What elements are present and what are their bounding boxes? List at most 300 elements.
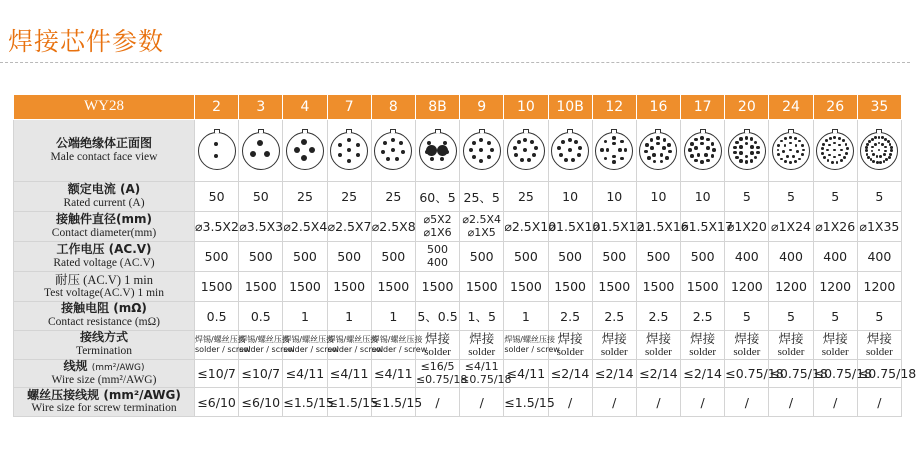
model-cell: 3 (239, 95, 283, 120)
contact-pin-icon (694, 159, 698, 163)
value-cell (636, 331, 680, 360)
termination-en: solder (645, 345, 672, 358)
value-text: 500 (646, 249, 671, 264)
value-cell (813, 331, 857, 360)
contact-pin-icon (840, 159, 843, 162)
contact-pin-icon (338, 143, 342, 147)
contact-pin-icon (789, 136, 792, 139)
contact-pin-icon (644, 150, 648, 154)
contact-pin-icon (739, 159, 743, 163)
value-cell (195, 302, 239, 331)
key-notch-icon (302, 129, 308, 133)
value-text: 50 (208, 189, 225, 204)
value-text: 1500 (200, 279, 233, 294)
value-text: ≤1.5/15 (371, 394, 423, 410)
model-cell: 12 (592, 95, 636, 120)
contact-pin-icon (838, 154, 841, 157)
value-text: ⌀1.5X10 (548, 219, 601, 234)
termination-cn: 焊锡/螺丝压接 (195, 335, 246, 344)
key-notch-icon (876, 129, 882, 133)
termination-text (460, 332, 503, 358)
contact-pin-icon (866, 143, 869, 146)
value-cell (415, 212, 459, 242)
connector-face-icon (198, 132, 236, 170)
contact-pin-icon (704, 153, 708, 157)
connector-face-icon (684, 132, 722, 170)
value-cell (813, 302, 857, 331)
termination-cn: 焊锡/螺丝压接 (504, 335, 556, 344)
value-text: 500 (293, 249, 317, 264)
value-text: 10 (650, 189, 667, 204)
title-divider (0, 62, 910, 63)
contact-pin-icon (490, 148, 494, 152)
termination-text (725, 332, 768, 358)
termination-cn: 焊接 (866, 331, 892, 347)
termination-text (681, 332, 724, 358)
value-text: / (656, 394, 661, 410)
value-line: 400 (427, 255, 449, 269)
value-text: ⌀2.5X4 (283, 219, 328, 234)
contact-pin-icon (756, 151, 760, 155)
contact-pin-icon (711, 142, 715, 146)
value-cell (857, 331, 901, 360)
value-cell (371, 182, 415, 212)
face-view-cell (681, 120, 725, 182)
value-cell (460, 360, 512, 388)
key-notch-icon (788, 129, 794, 133)
contact-pin-icon (688, 148, 692, 152)
value-text: ≤0.75/18 (769, 366, 828, 381)
value-text: 1500 (598, 279, 631, 294)
value-line: 500 (427, 243, 449, 257)
connector-face-icon (860, 132, 898, 170)
contact-pin-icon (874, 143, 877, 146)
contact-pin-icon (309, 147, 315, 153)
row-label-cn: 公端绝缘体正面图 (55, 135, 152, 150)
value-cell (371, 388, 423, 417)
value-cell (460, 212, 504, 242)
termination-en: solder / screw (239, 345, 295, 354)
value-text: 5 (875, 189, 884, 204)
contact-pin-icon (739, 151, 743, 155)
value-cell (327, 388, 379, 417)
value-cell (681, 272, 725, 302)
value-cell (460, 182, 504, 212)
connector-face-icon (816, 132, 854, 170)
key-notch-icon (479, 129, 485, 133)
contact-diameter-row (14, 212, 902, 242)
contact-pin-icon (532, 153, 536, 157)
contact-pin-icon (745, 160, 749, 164)
connector-face-icon (639, 132, 677, 170)
value-cell (636, 182, 680, 212)
contact-pin-icon (865, 146, 868, 149)
termination-en: solder / screw (195, 345, 251, 354)
face-view-cell (725, 120, 769, 182)
value-text: ≤4/11 (506, 366, 546, 381)
contact-pin-icon (777, 144, 780, 147)
contact-pin-icon (690, 142, 694, 146)
connector-face-icon (374, 132, 412, 170)
contact-pin-icon (735, 141, 739, 145)
value-text: ⌀1.5X17 (681, 219, 733, 234)
contact-pin-icon (214, 142, 218, 146)
contact-pin-icon (656, 142, 660, 146)
contact-pin-icon (668, 150, 672, 154)
value-cell (239, 242, 283, 272)
model-cell: 10B (548, 95, 592, 120)
contact-pin-icon (821, 152, 824, 155)
value-text: 50 (252, 189, 269, 204)
value-cell (725, 272, 769, 302)
value-text: ≤1.5/15 (283, 394, 334, 410)
value-cell (283, 182, 327, 212)
contact-pin-icon (792, 155, 795, 158)
contact-pin-icon (782, 150, 785, 153)
contact-pin-icon (381, 150, 385, 154)
contact-pin-icon (831, 161, 834, 164)
value-cell (548, 360, 592, 388)
contact-pin-icon (606, 148, 610, 152)
face-view-cell (769, 120, 813, 182)
value-cell (769, 302, 813, 331)
value-cell (283, 302, 327, 331)
termination-en: solder / screw (504, 345, 560, 354)
contact-pin-icon (784, 144, 787, 147)
contact-pin-icon (517, 140, 521, 144)
contact-pin-icon (888, 156, 891, 159)
row-label (14, 272, 195, 302)
value-line: ⌀2.5X4 (462, 213, 502, 227)
value-cell (681, 182, 725, 212)
contact-pin-icon (624, 148, 628, 152)
value-text: ⌀3.5X2 (195, 219, 239, 234)
contact-pin-icon (347, 159, 351, 163)
contact-pin-icon (620, 157, 624, 161)
model-cell: 24 (769, 95, 813, 120)
value-cell (415, 302, 459, 331)
value-cell (195, 212, 239, 242)
contact-pin-icon (523, 148, 527, 152)
value-cell (327, 302, 371, 331)
contact-pin-icon (842, 139, 845, 142)
connector-face-icon (242, 132, 280, 170)
value-cell (239, 302, 283, 331)
contact-pin-icon (745, 155, 749, 159)
value-cell (327, 360, 371, 388)
value-cell (636, 272, 680, 302)
value-text: ≤10/7 (197, 366, 236, 381)
termination-en: solder (821, 345, 849, 358)
contact-pin-icon (794, 137, 797, 140)
contact-pin-icon (347, 148, 351, 152)
contact-resistance-row (14, 302, 902, 331)
row-label-en: Termination (75, 345, 133, 358)
value-cell (592, 360, 636, 388)
value-text: ⌀1X20 (726, 219, 767, 234)
key-notch-icon (523, 129, 529, 133)
termination-en: solder (556, 345, 584, 358)
contact-pin-icon (794, 160, 797, 163)
contact-pin-icon (789, 142, 792, 145)
termination-en: solder (733, 345, 761, 358)
value-cell (460, 388, 504, 417)
value-text: 25 (341, 189, 358, 204)
value-cell (504, 182, 548, 212)
model-header-row (14, 95, 902, 120)
value-text: / (612, 394, 617, 410)
contact-pin-icon (391, 138, 395, 142)
value-cell (813, 182, 857, 212)
value-cell (371, 212, 415, 242)
value-line: ≤0.75/18 (415, 372, 468, 386)
row-label (14, 242, 195, 272)
contact-pin-icon (660, 160, 664, 164)
value-text: 5 (831, 189, 840, 204)
row-label (14, 331, 195, 360)
value-text: ≤0.75/18 (857, 366, 916, 381)
contact-pin-icon (883, 160, 886, 163)
value-text: 10 (694, 189, 711, 204)
contact-pin-icon (620, 140, 624, 144)
value-cell (327, 272, 371, 302)
row-label (14, 302, 195, 331)
contact-pin-icon (745, 136, 749, 140)
contact-pin-icon (871, 146, 874, 149)
termination-en: solder (468, 345, 496, 358)
contact-pin-icon (557, 146, 561, 150)
value-text: 500 (558, 249, 583, 264)
value-cell (371, 302, 415, 331)
value-text: 5 (831, 308, 840, 324)
value-cell (239, 212, 283, 242)
value-line: ≤16/5 (420, 360, 455, 374)
contact-pin-icon (487, 141, 491, 145)
contact-pin-icon (739, 145, 743, 149)
value-text: 0.5 (250, 308, 271, 324)
contact-pin-icon (604, 140, 608, 144)
contact-pin-icon (652, 153, 656, 157)
value-text: 1500 (421, 279, 454, 294)
contact-pin-icon (827, 159, 830, 162)
contact-pin-icon (890, 146, 893, 149)
row-label-en: Wire size (mm²/AWG) (51, 373, 157, 386)
contact-pin-icon (472, 141, 476, 145)
value-line: ⌀1X5 (467, 225, 496, 239)
connector-face-icon (419, 132, 457, 170)
contact-pin-icon (750, 151, 754, 155)
value-text: ≤1.5/15 (327, 394, 379, 410)
value-text: ≤1.5/15 (504, 394, 555, 410)
connector-face-icon (330, 132, 368, 170)
value-cell (195, 388, 239, 417)
termination-cn: 焊接 (778, 331, 804, 347)
value-cell (857, 302, 901, 331)
contact-pin-icon (600, 148, 604, 152)
value-text: 1200 (819, 279, 852, 294)
contact-pin-icon (612, 142, 616, 146)
contact-pin-icon (663, 138, 667, 142)
contact-pin-icon (876, 155, 879, 158)
value-cell (548, 302, 592, 331)
contact-pin-icon (801, 144, 804, 147)
value-text: ≤4/11 (285, 366, 325, 381)
value-text: 25、5 (463, 189, 500, 205)
contact-pin-icon (750, 159, 754, 163)
contact-pin-icon (838, 144, 841, 147)
termination-en: solder (865, 345, 893, 358)
contact-pin-icon (833, 136, 836, 139)
face-view-cell (592, 120, 636, 182)
contact-pin-icon (561, 140, 565, 144)
value-text: 500 (513, 249, 538, 264)
value-cell (725, 242, 769, 272)
value-text: 60、5 (419, 189, 456, 205)
contact-pin-icon (786, 155, 789, 158)
contact-pin-icon (828, 144, 831, 147)
contact-pin-icon (822, 143, 825, 146)
row-label-cn: 线规 (mm²/AWG) (63, 359, 145, 373)
contact-pin-icon (756, 146, 760, 150)
value-text: 2.5 (648, 308, 669, 324)
face-view-cell (460, 120, 504, 182)
termination-text (858, 332, 901, 358)
contact-pin-icon (645, 143, 649, 147)
value-cell (415, 242, 459, 272)
contact-pin-icon (865, 149, 868, 152)
value-text: ≤2/14 (550, 366, 590, 381)
contact-pin-icon (257, 140, 263, 146)
model-cell: 7 (327, 95, 371, 120)
value-text: 1500 (244, 279, 277, 294)
value-text: 1200 (730, 279, 763, 294)
value-text: ≤0.75/18 (725, 366, 784, 381)
contact-pin-icon (697, 153, 701, 157)
contact-pin-icon (399, 141, 403, 145)
contact-pin-icon (735, 156, 739, 160)
value-cell (857, 242, 901, 272)
contact-pin-icon (826, 149, 829, 152)
contact-pin-icon (777, 149, 780, 152)
contact-pin-icon (833, 149, 836, 152)
value-text: ⌀1X35 (859, 219, 900, 234)
termination-en: solder (689, 345, 717, 358)
value-cell (636, 242, 680, 272)
value-cell (548, 212, 601, 242)
value-line: ⌀5X2 (423, 213, 452, 227)
value-text: 500 (337, 249, 362, 264)
termination-text (593, 332, 636, 358)
contact-pin-icon (571, 158, 575, 162)
value-cell (327, 182, 371, 212)
value-text: 500 (690, 249, 715, 264)
contact-pin-icon (356, 153, 360, 157)
header-label: WY28 (14, 95, 195, 120)
contact-pin-icon (653, 160, 657, 164)
contact-pin-icon (514, 153, 518, 157)
contact-pin-icon (878, 149, 881, 152)
value-cell (460, 272, 504, 302)
value-cell (725, 302, 769, 331)
row-label-cn: 接触件直径(mm) (56, 211, 152, 226)
connector-face-icon (728, 132, 766, 170)
contact-pin-icon (700, 142, 704, 146)
contact-pin-icon (846, 147, 849, 150)
value-text: 1500 (465, 279, 498, 294)
row-label-cn: 工作电压 (AC.V) (56, 241, 152, 256)
face-view-cell (813, 120, 857, 182)
contact-pin-icon (487, 155, 491, 159)
termination-en: solder (600, 345, 628, 358)
contact-pin-icon (871, 150, 874, 153)
value-cell (371, 272, 415, 302)
contact-pin-icon (440, 157, 444, 161)
face-view-cell (548, 120, 592, 182)
contact-pin-icon (884, 146, 887, 149)
termination-row (14, 331, 902, 360)
value-text: / (700, 394, 705, 410)
termination-en: solder / screw (371, 345, 428, 354)
contact-pin-icon (780, 158, 783, 161)
contact-pin-icon (534, 146, 538, 150)
value-text: 500 (248, 249, 273, 264)
value-cell (636, 302, 680, 331)
contact-pin-icon (430, 157, 434, 161)
model-cell: 2 (195, 95, 239, 120)
value-text: ≤6/10 (241, 394, 281, 410)
value-cell (504, 302, 548, 331)
row-label-en: Wire size for screw termination (31, 402, 177, 415)
value-cell (283, 331, 339, 360)
row-label-cn: 螺丝压接线规 (mm²/AWG) (27, 387, 181, 402)
value-text: ≤4/11 (374, 366, 413, 381)
contact-pin-icon (829, 137, 832, 140)
model-cell: 16 (636, 95, 680, 120)
row-label-en: Test voltage(AC.V) 1 min (44, 287, 164, 300)
contact-pin-icon (706, 159, 710, 163)
contact-pin-icon (301, 155, 307, 161)
contact-pin-icon (750, 145, 754, 149)
value-cell (195, 182, 239, 212)
value-text: 10 (606, 189, 623, 204)
value-cell (239, 272, 283, 302)
termination-cn: 焊接 (645, 331, 671, 347)
value-text: 5 (875, 308, 884, 324)
value-cell (813, 272, 857, 302)
value-text: ⌀3.5X3 (239, 219, 284, 234)
face-view-cell (636, 120, 680, 182)
key-notch-icon (390, 129, 396, 133)
model-cell: 4 (283, 95, 327, 120)
contact-pin-icon (840, 149, 843, 152)
contact-pin-icon (564, 158, 568, 162)
termination-cn: 焊接 (469, 331, 495, 347)
termination-cn: 焊锡/螺丝压接 (239, 335, 290, 344)
value-cell (548, 272, 592, 302)
value-cell (857, 388, 901, 417)
value-text: 400 (823, 249, 848, 264)
contact-pin-icon (754, 141, 758, 145)
value-cell (548, 242, 592, 272)
value-cell (857, 212, 901, 242)
connector-face-icon (507, 132, 545, 170)
contact-pin-icon (395, 157, 399, 161)
value-text: / (877, 394, 882, 410)
value-cell (504, 331, 560, 360)
value-text: ⌀1.5X12 (592, 219, 645, 234)
contact-pin-icon (264, 151, 270, 157)
contact-pin-icon (784, 137, 787, 140)
